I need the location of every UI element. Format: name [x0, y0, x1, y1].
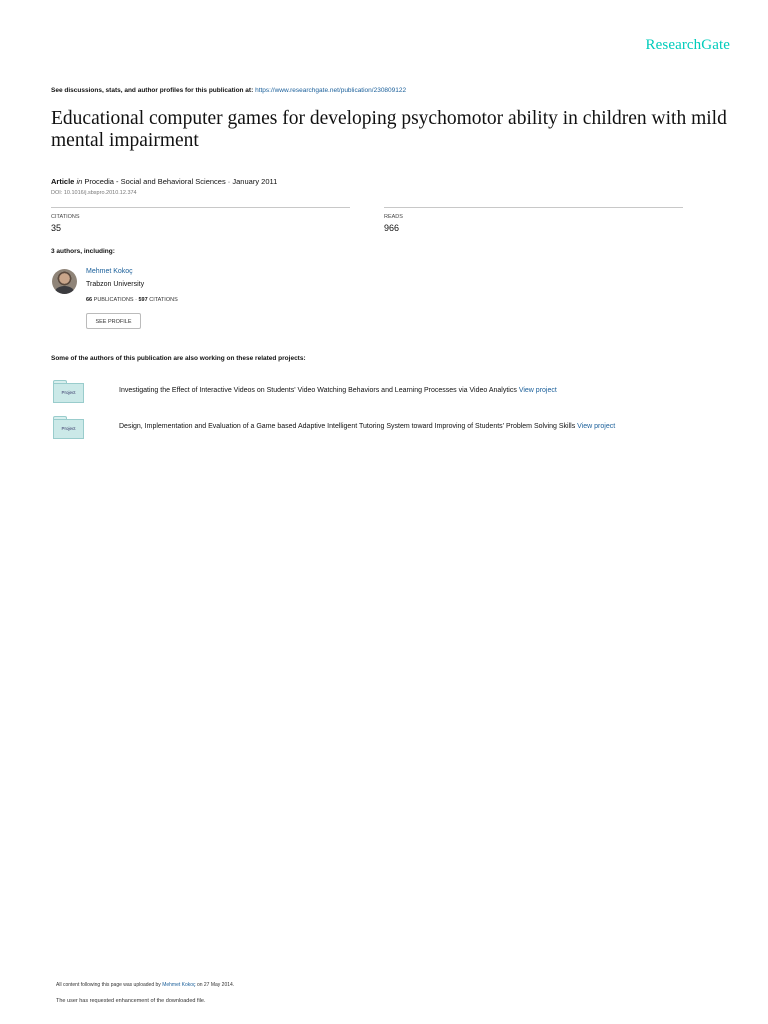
discussion-prefix: See discussions, stats, and author profiles for this publication at: — [51, 87, 254, 94]
author-publications-label: PUBLICATIONS — [93, 297, 134, 303]
project-folder-icon — [53, 380, 84, 402]
in-label: in — [76, 177, 83, 186]
related-projects-heading: Some of the authors of this publication are also working on these related projects: — [51, 355, 306, 362]
view-project-link[interactable]: View project — [577, 423, 616, 430]
citations-divider — [51, 207, 350, 208]
project-folder-icon — [53, 416, 84, 438]
discussion-line — [51, 87, 406, 94]
project-icon-label: Project — [53, 383, 84, 403]
reads-divider — [384, 207, 683, 208]
researchgate-logo: ResearchGate — [645, 37, 730, 53]
view-project-link[interactable]: View project — [518, 387, 557, 394]
author-stats — [86, 297, 178, 303]
upload-suffix: on 27 May 2014. — [196, 982, 235, 988]
citations-value: 35 — [51, 223, 62, 233]
journal-name: Procedia - Social and Behavioral Sciences — [84, 177, 226, 186]
author-name-link[interactable]: Mehmet Kokoç — [86, 268, 133, 275]
author-avatar[interactable] — [52, 269, 77, 294]
project-icon-label: Project — [53, 419, 84, 439]
author-affiliation: Trabzon University — [86, 281, 145, 288]
author-citations-count: 597 — [138, 297, 148, 303]
project-title: Design, Implementation and Evaluation of a Game based Adaptive Intelligent Tutoring System toward Improving of Students' Problem Solving Skills — [119, 423, 576, 430]
doi: DOI: 10.1016/j.sbspro.2010.12.374 — [51, 190, 137, 196]
uploader-link[interactable]: Mehmet Kokoç — [162, 982, 196, 988]
stats-separator: · — [135, 297, 139, 303]
authors-heading: 3 authors, including: — [51, 248, 115, 255]
upload-note — [56, 982, 234, 988]
reads-label: READS — [384, 214, 403, 220]
author-publications-count: 66 — [86, 297, 93, 303]
publication-meta — [51, 177, 277, 186]
meta-separator: · — [227, 177, 233, 186]
publication-date: January 2011 — [232, 177, 278, 186]
author-citations-label: CITATIONS — [149, 297, 178, 303]
see-profile-button[interactable]: SEE PROFILE — [86, 313, 141, 329]
publication-type: Article — [51, 177, 75, 186]
enhancement-note: The user has requested enhancement of the downloaded file. — [56, 998, 206, 1004]
publication-title: Educational computer games for developing psychomotor ability in children with mild mental impairment — [51, 108, 727, 151]
publication-url-link[interactable]: https://www.researchgate.net/publication/230809122 — [255, 87, 407, 94]
reads-value: 966 — [384, 223, 400, 233]
project-item — [119, 387, 557, 394]
project-item — [119, 423, 615, 430]
upload-prefix: All content following this page was uploaded by — [56, 982, 161, 988]
project-title: Investigating the Effect of Interactive Videos on Students' Video Watching Behaviors and Learning Processes via Video Analytics — [119, 387, 517, 394]
citations-label: CITATIONS — [51, 214, 80, 220]
